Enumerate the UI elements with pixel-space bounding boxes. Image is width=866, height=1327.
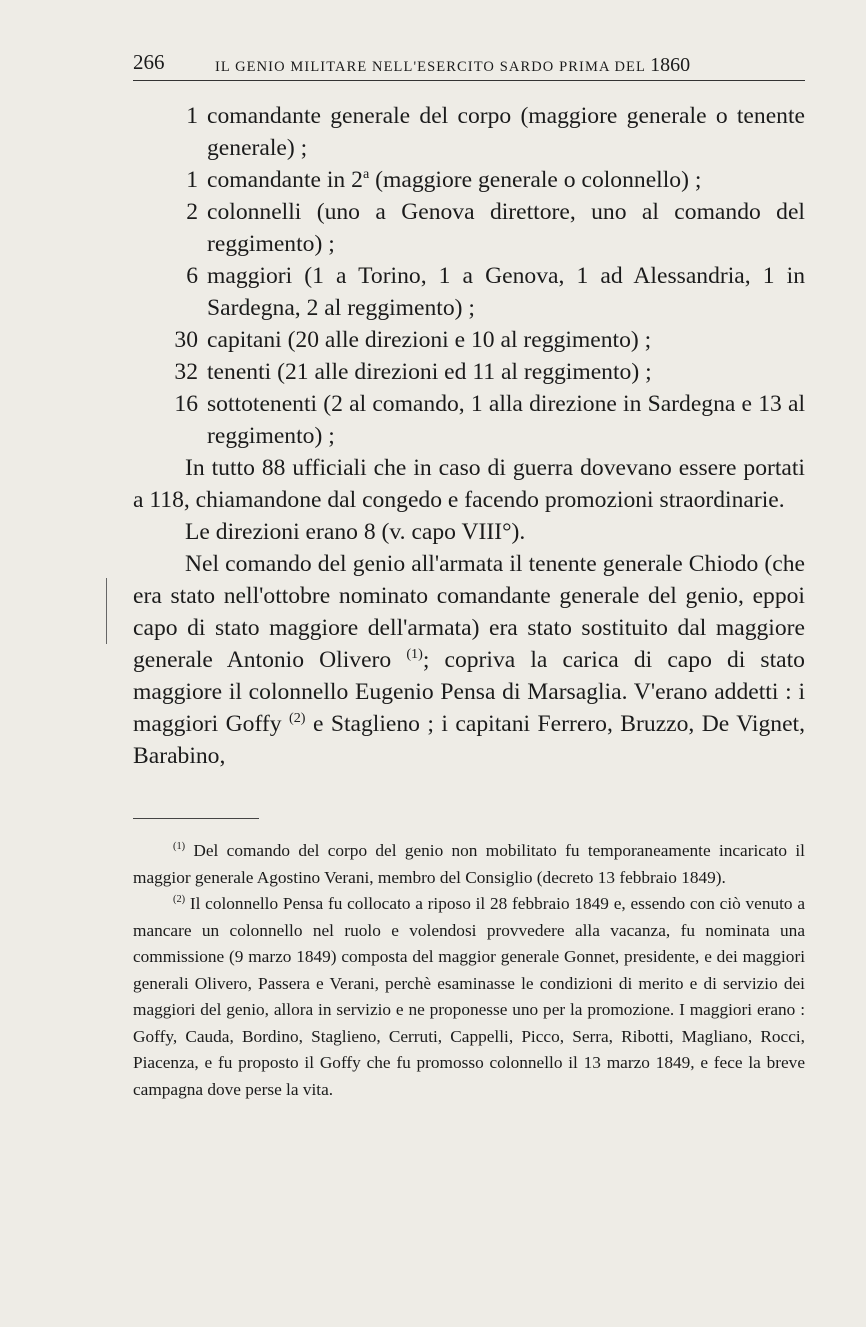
list-item: 6 maggiori (1 a Torino, 1 a Genova, 1 ad Alessandria, 1 in Sardegna, 2 al reggimento) ;: [186, 263, 805, 321]
running-title: [215, 54, 690, 77]
list-item: 32 tenenti (21 alle direzioni ed 11 al reggimento) ;: [174, 359, 652, 385]
list-item: 2 colonnelli (uno a Genova direttore, uno al comando del reggimento) ;: [186, 199, 805, 257]
list-item: 30 capitani (20 alle direzioni e 10 al reggimento) ;: [174, 327, 652, 353]
paragraph-direzioni: Le direzioni erano 8 (v. capo VIII°).: [185, 519, 526, 545]
footnote-ref-2: (2): [288, 710, 306, 727]
footnote-1: $^{(1)}$ Del comando del corpo del genio non mobilitato fu temporaneamente incaricato il maggior generale Agostino Verani, membro del Consiglio (decreto 13 febbraio 1849).: [133, 841, 805, 887]
list-item: 1 comandante generale del corpo (maggiore generale o tenente generale) ;: [186, 103, 805, 161]
footnote-ref-1: (1): [406, 646, 423, 663]
page-header: [133, 50, 805, 81]
paragraph-officers-total: In tutto 88 ufficiali che in caso di guerra dovevano essere portati a 118, chiamandone dal congedo e facendo promozioni straordinarie.: [133, 455, 805, 513]
list-item: 1 comandante in 2$^a$ (maggiore generale o colonnello) ;: [186, 166, 702, 193]
footnote-separator: [133, 818, 259, 819]
footnote-2: $^{(2)}$ Il colonnello Pensa fu collocato a riposo il 28 febbraio 1849 e, essendo con ciò venuto a mancare un colonnello nel ruolo e volendosi provvedere alla vacanza, fu nominata una commissione (9 marzo 1849) composta del maggior generale Gonnet, presidente, e dei maggiori generali Olivero, Passera e Verani, perchè esaminasse le condizioni di merito e di servizio dei maggiori del genio, allora in servizio e ne proponesse uno per la promozione. I maggiori erano : Goffy, Cauda, Bordino, Staglieno, Cerruti, Cappelli, Picco, Serra, Ribotti, Magliano, Rocci, Piacenza, e fu proposto il Goffy che fu promosso colonnello il 13 marzo 1849, e fece la breve campagna dove perse la vita.: [133, 894, 805, 1099]
margin-pencil-mark: [106, 578, 107, 644]
list-item: 16 sottotenenti (2 al comando, 1 alla direzione in Sardegna e 13 al reggimento) ;: [174, 391, 805, 449]
running-title-text: IL GENIO MILITARE NELL'ESERCITO SARDO PRIMA DEL: [215, 59, 646, 75]
main-text: [133, 100, 805, 772]
footnotes: [133, 838, 805, 1103]
running-title-year: 1860: [650, 54, 691, 76]
paragraph-comando-genio: Nel comando del genio all'armata il tenente generale Chiodo (che era stato nell'ottobre nominato comandante generale del genio, eppoi capo di stato maggiore dell'armata) era stato sostituito dal maggiore generale Antonio Olivero $^{(1)}$; copriva la carica di capo di stato maggiore il colonnello Eugenio Pensa di Marsaglia. V'erano addetti : i maggiori Goffy $^{(2)}$ e Staglieno ; i capitani Ferrero, Bruzzo, De Vignet, Barabino,: [133, 551, 805, 769]
page-number: 266: [133, 50, 165, 74]
